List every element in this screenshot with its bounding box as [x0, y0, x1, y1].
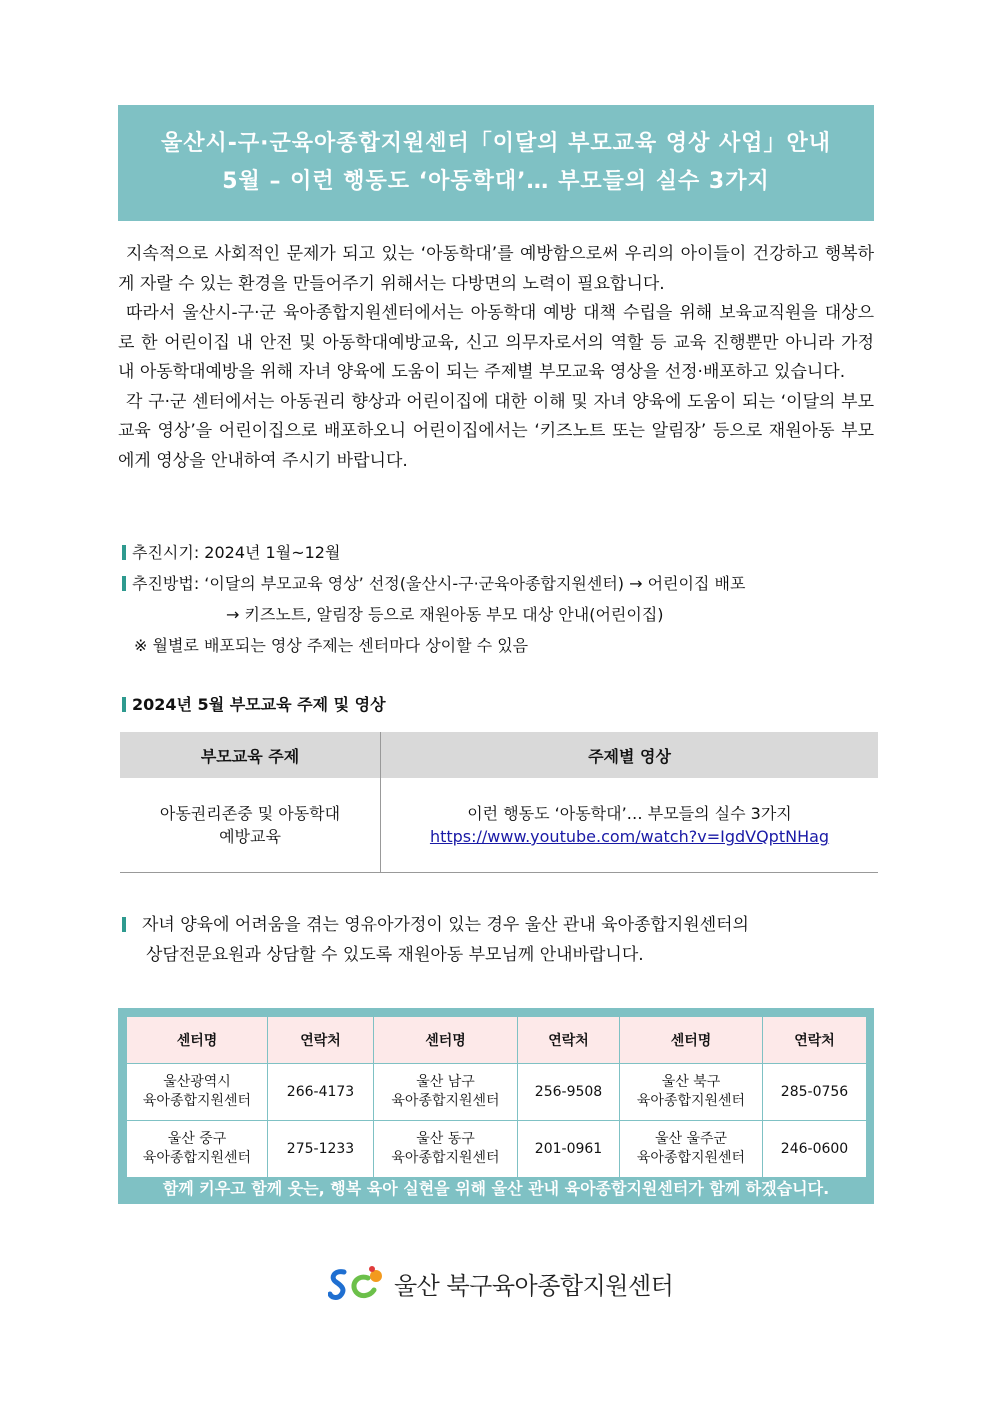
topic-table: [120, 732, 878, 873]
contact-header: 연락처: [518, 1017, 620, 1064]
organization-logo: [328, 1264, 673, 1302]
table-header-row: [120, 732, 878, 778]
logo-icon: [328, 1264, 388, 1302]
center-phone: 256-9508: [518, 1064, 620, 1121]
table-header-row: [127, 1017, 867, 1064]
plan-period: 추진시기: 2024년 1월~12월: [132, 543, 341, 562]
bullet-bar-icon: [122, 917, 126, 932]
video-column-header: 주제별 영상: [381, 732, 879, 778]
center-name: 울산 동구 육아종합지원센터: [374, 1121, 518, 1178]
consult-line-1: 자녀 양육에 어려움을 겪는 영유아가정이 있는 경우 울산 관내 육아종합지원센터의: [122, 910, 874, 940]
center-phone: 266-4173: [268, 1064, 374, 1121]
intro-paragraph: 따라서 울산시-구·군 육아종합지원센터에서는 아동학대 예방 대책 수립을 위해 보육교직원을 대상으로 한 어린이집 내 안전 및 아동학대예방교육, 신고 의무자로서의 역할 등 교육 진행뿐만 아니라 가정 내 아동학대예방을 위해 자녀 양육에 도움이 되는 주제별 부모교육 영상을 선정·배포하고 있습니다.: [118, 303, 874, 382]
topic-section-title: 2024년 5월 부모교육 주제 및 영상: [122, 692, 386, 715]
bullet-bar-icon: [122, 576, 126, 591]
intro-paragraph: 각 구·군 센터에서는 아동권리 향상과 어린이집에 대한 이해 및 자녀 양육에 도움이 되는 ‘이달의 부모교육 영상’을 어린이집으로 배포하오니 어린이집에서는 ‘키즈노트 또는 알림장’ 등으로 재원아동 부모에게 영상을 안내하여 주시기 바랍니다.: [118, 391, 874, 471]
center-phone: 201-0961: [518, 1121, 620, 1178]
center-name-header: 센터명: [127, 1017, 268, 1064]
video-link[interactable]: https://www.youtube.com/watch?v=IgdVQptNHag: [429, 827, 830, 846]
center-name: 울산 울주군 육아종합지원센터: [620, 1121, 763, 1178]
plan-method-line2: → 키즈노트, 알림장 등으로 재원아동 부모 대상 안내(어린이집): [226, 605, 664, 624]
video-cell: [381, 778, 879, 873]
plan-method-row: [122, 568, 882, 599]
contact-header: 연락처: [763, 1017, 867, 1064]
title-banner: [118, 105, 874, 221]
consult-notice: [122, 910, 874, 970]
center-phone: 275-1233: [268, 1121, 374, 1178]
table-row: [127, 1121, 867, 1178]
center-name-header: 센터명: [620, 1017, 763, 1064]
center-name: 울산 남구 육아종합지원센터: [374, 1064, 518, 1121]
topic-column-header: 부모교육 주제: [120, 732, 381, 778]
plan-period-row: [122, 537, 882, 568]
video-title: 이런 행동도 ‘아동학대’… 부모들의 실수 3가지: [467, 804, 792, 823]
center-phone: 246-0600: [763, 1121, 867, 1178]
center-name: 울산광역시 육아종합지원센터: [127, 1064, 268, 1121]
center-contact-table: [126, 1016, 867, 1178]
center-name-header: 센터명: [374, 1017, 518, 1064]
logo-text: 울산 북구육아종합지원센터: [394, 1271, 674, 1300]
plan-method-line1: 추진방법: ‘이달의 부모교육 영상’ 선정(울산시-구·군육아종합지원센터) → 어린이집 배포: [132, 574, 746, 593]
title-line-2: 5월 – 이런 행동도 ‘아동학대’… 부모들의 실수 3가지: [222, 169, 770, 194]
table-row: [120, 778, 878, 873]
center-contact-box: [118, 1008, 874, 1204]
intro-text: [118, 240, 874, 476]
contact-header: 연락처: [268, 1017, 374, 1064]
consult-line-2: 상담전문요원과 상담할 수 있도록 재원아동 부모님께 안내바랍니다.: [146, 945, 644, 965]
table-row: [127, 1064, 867, 1121]
center-name: 울산 북구 육아종합지원센터: [620, 1064, 763, 1121]
plan-section: [122, 537, 882, 661]
intro-paragraph: 지속적으로 사회적인 문제가 되고 있는 ‘아동학대’를 예방함으로써 우리의 아이들이 건강하고 행복하게 자랄 수 있는 환경을 만들어주기 위해서는 다방면의 노력이 필요합니다.: [118, 244, 874, 294]
topic-cell: 아동권리존중 및 아동학대 예방교육: [120, 778, 381, 873]
center-footer-slogan: 함께 키우고 함께 웃는, 행복 육아 실현을 위해 울산 관내 육아종합지원센터가 함께 하겠습니다.: [162, 1179, 830, 1198]
center-name: 울산 중구 육아종합지원센터: [127, 1121, 268, 1178]
center-phone: 285-0756: [763, 1064, 867, 1121]
title-line-1: 울산시-구·군육아종합지원센터「이달의 부모교육 영상 사업」안내: [160, 131, 832, 156]
plan-note: ※ 월별로 배포되는 영상 주제는 센터마다 상이할 수 있음: [134, 636, 529, 655]
bullet-bar-icon: [122, 697, 126, 712]
bullet-bar-icon: [122, 545, 126, 560]
